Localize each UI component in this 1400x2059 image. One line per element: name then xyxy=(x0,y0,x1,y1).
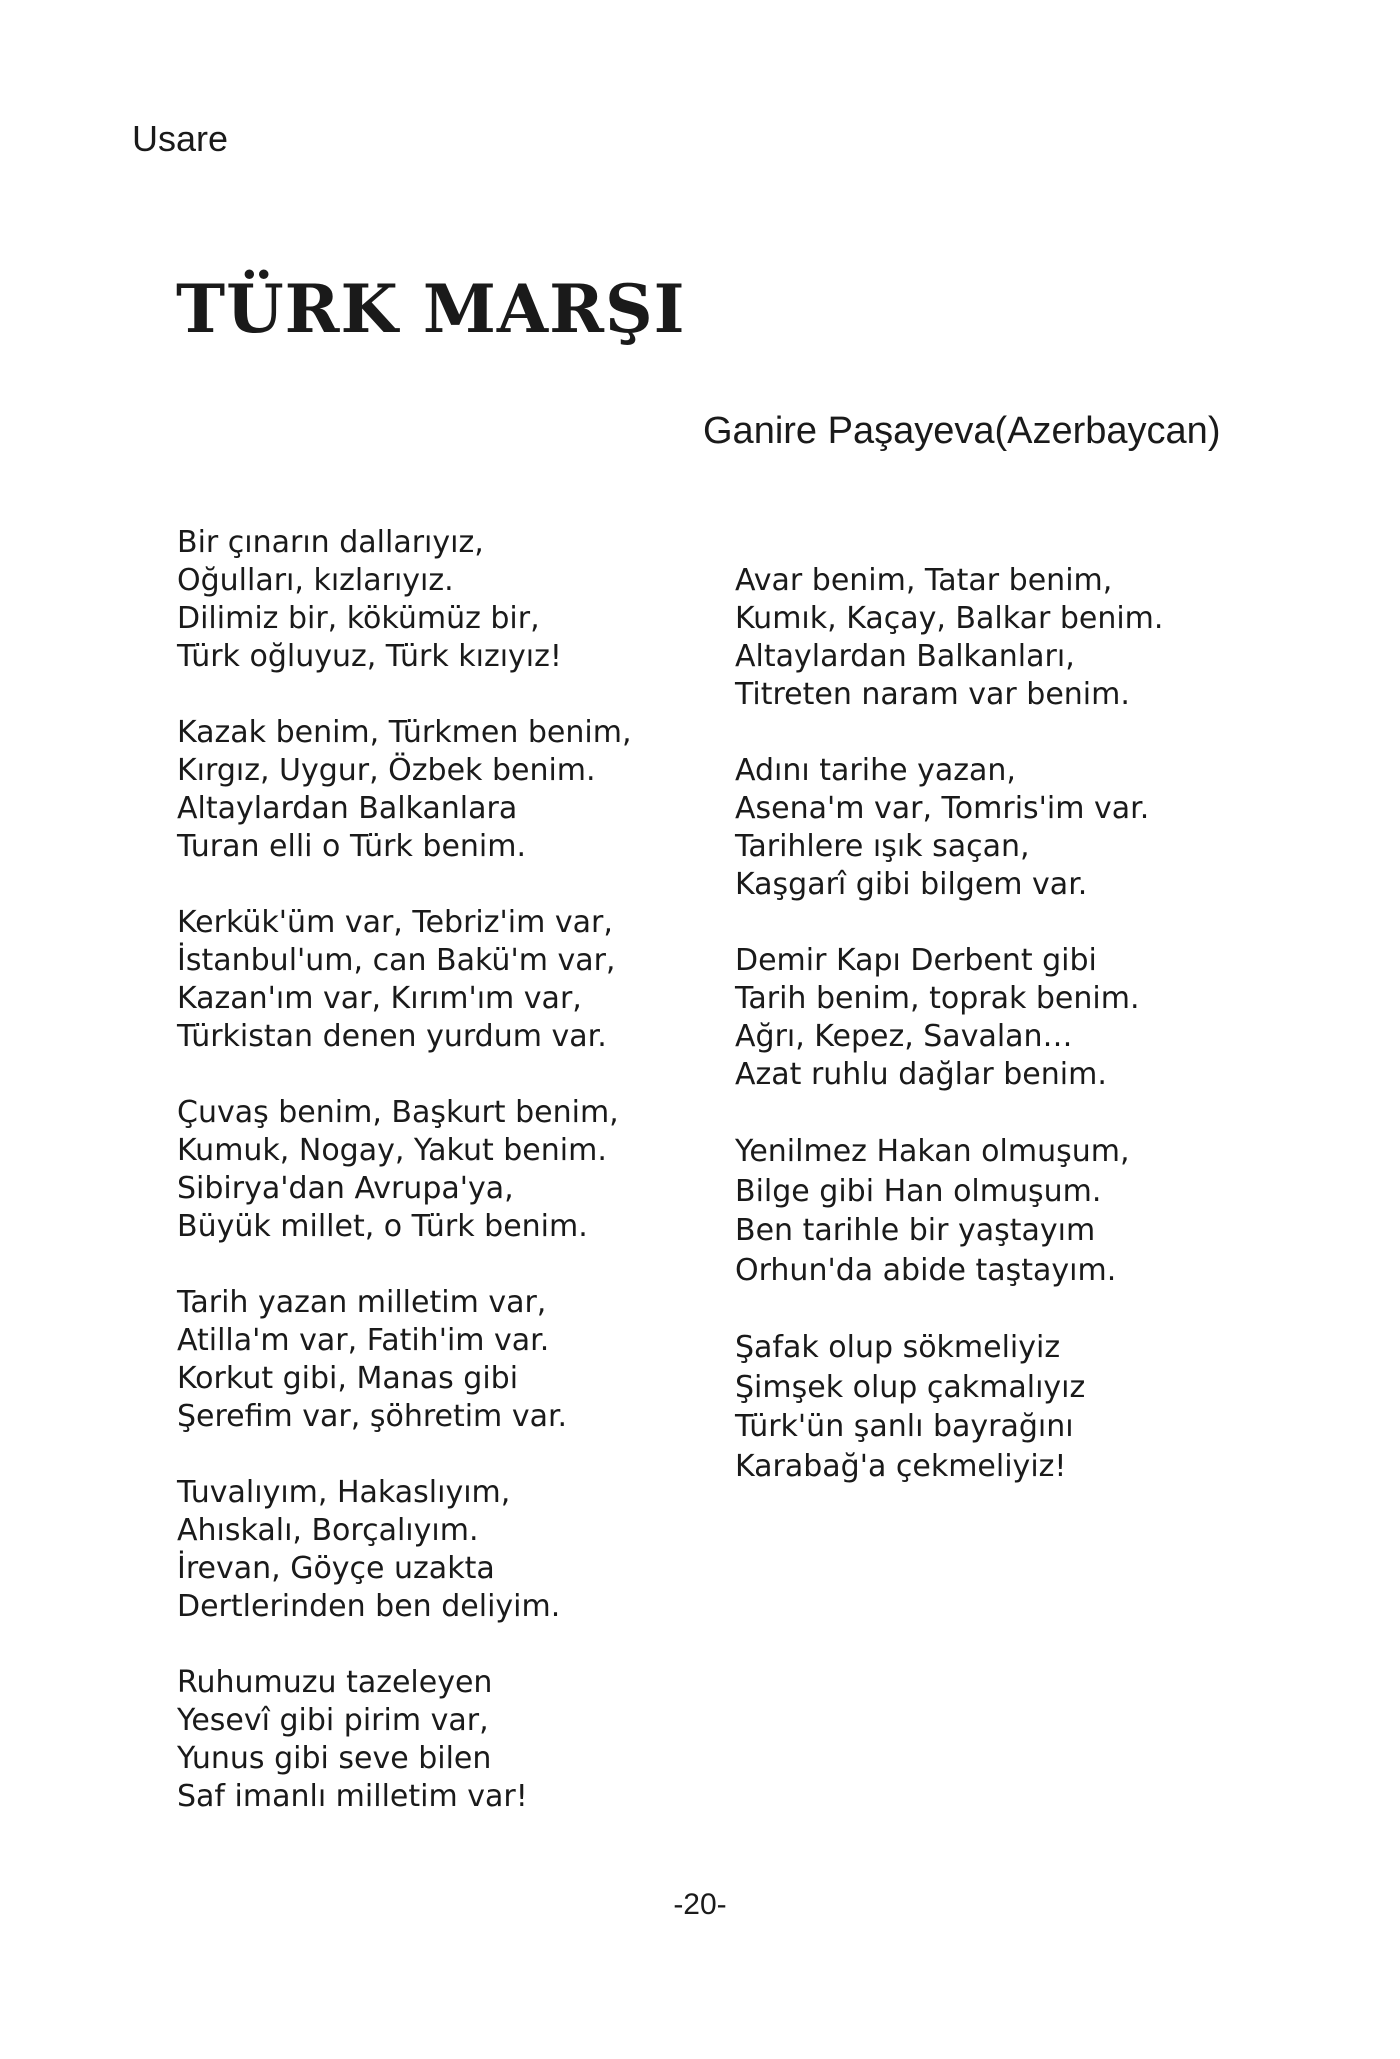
stanza xyxy=(735,1132,1255,1290)
verse-line: Bir çınarın dallarıyız, xyxy=(177,525,484,560)
verse-line: Kumuk, Nogay, Yakut benim. xyxy=(177,1133,607,1168)
verse-line: Dilimiz bir, kökümüz bir, xyxy=(177,601,540,636)
verse-line: Çuvaş benim, Başkurt benim, xyxy=(177,1095,619,1130)
verse-line: Yunus gibi seve bilen xyxy=(177,1741,492,1776)
stanza xyxy=(177,1094,697,1246)
verse-line: Kazan'ım var, Kırım'ım var, xyxy=(177,981,582,1016)
verse-line: Bilge gibi Han olmuşum. xyxy=(735,1173,1102,1209)
verse-line: Altaylardan Balkanları, xyxy=(735,639,1075,674)
poem-left-column xyxy=(177,524,697,1854)
verse-line: Dertlerinden ben deliyim. xyxy=(177,1589,561,1624)
verse-line: İstanbul'um, can Bakü'm var, xyxy=(177,943,616,978)
verse-line: Ahıskalı, Borçalıyım. xyxy=(177,1513,479,1548)
verse-line: Saf imanlı milletim var! xyxy=(177,1779,528,1814)
stanza xyxy=(177,524,697,676)
stanza xyxy=(735,942,1255,1094)
verse-line: Karabağ'a çekmeliyiz! xyxy=(735,1448,1067,1484)
verse-line: Şerefim var, şöhretim var. xyxy=(177,1399,568,1434)
verse-line: Ruhumuzu tazeleyen xyxy=(177,1665,493,1700)
section-header: Usare xyxy=(132,118,229,159)
verse-line: Yenilmez Hakan olmuşum, xyxy=(735,1134,1130,1169)
verse-line: Tarihlere ışık saçan, xyxy=(735,829,1030,864)
verse-line: Avar benim, Tatar benim, xyxy=(735,563,1113,598)
stanza xyxy=(177,714,697,866)
verse-line: Tuvalıyım, Hakaslıyım, xyxy=(177,1475,511,1510)
verse-line: İrevan, Göyçe uzakta xyxy=(177,1551,495,1586)
verse-line: Atilla'm var, Fatih'im var. xyxy=(177,1323,550,1358)
verse-line: Büyük millet, o Türk benim. xyxy=(177,1209,588,1244)
verse-line: Kırgız, Uygur, Özbek benim. xyxy=(177,753,596,788)
stanza xyxy=(735,562,1255,714)
verse-line: Ağrı, Kepez, Savalan… xyxy=(735,1019,1073,1054)
stanza xyxy=(177,1664,697,1816)
verse-line: Asena'm var, Tomris'im var. xyxy=(735,791,1150,826)
stanza xyxy=(735,752,1255,904)
verse-line: Yesevî gibi pirim var, xyxy=(177,1703,489,1738)
verse-line: Altaylardan Balkanlara xyxy=(177,791,518,826)
stanza xyxy=(177,1284,697,1436)
verse-line: Azat ruhlu dağlar benim. xyxy=(735,1057,1107,1092)
stanza xyxy=(735,1328,1255,1486)
stanza xyxy=(177,904,697,1056)
verse-line: Turan elli o Türk benim. xyxy=(177,829,527,864)
verse-line: Kerkük'üm var, Tebriz'im var, xyxy=(177,905,613,940)
verse-line: Tarih benim, toprak benim. xyxy=(735,981,1140,1016)
stanza xyxy=(177,1474,697,1626)
poem-title: TÜRK MARŞI xyxy=(176,270,686,348)
verse-line: Tarih yazan milletim var, xyxy=(177,1285,547,1320)
verse-line: Korkut gibi, Manas gibi xyxy=(177,1361,519,1396)
verse-line: Kumık, Kaçay, Balkar benim. xyxy=(735,601,1164,636)
verse-line: Adını tarihe yazan, xyxy=(735,753,1016,788)
verse-line: Titreten naram var benim. xyxy=(735,677,1130,712)
verse-line: Ben tarihle bir yaştayım xyxy=(735,1213,1096,1248)
verse-line: Kaşgarî gibi bilgem var. xyxy=(735,867,1088,902)
verse-line: Demir Kapı Derbent gibi xyxy=(735,943,1097,978)
page-number: -20- xyxy=(673,1888,727,1921)
verse-line: Türkistan denen yurdum var. xyxy=(177,1019,607,1054)
verse-line: Kazak benim, Türkmen benim, xyxy=(177,715,632,750)
verse-line: Oğulları, kızlarıyız. xyxy=(177,563,454,598)
verse-line: Orhun'da abide taştayım. xyxy=(735,1252,1117,1288)
verse-line: Şafak olup sökmeliyiz xyxy=(735,1330,1061,1365)
verse-line: Türk oğluyuz, Türk kızıyız! xyxy=(177,639,562,674)
verse-line: Sibirya'dan Avrupa'ya, xyxy=(177,1171,514,1206)
verse-line: Şimşek olup çakmalıyız xyxy=(735,1369,1086,1405)
poem-author: Ganire Paşayeva(Azerbaycan) xyxy=(703,410,1221,452)
poem-right-column xyxy=(735,562,1255,1524)
verse-line: Türk'ün şanlı bayrağını xyxy=(735,1409,1074,1444)
